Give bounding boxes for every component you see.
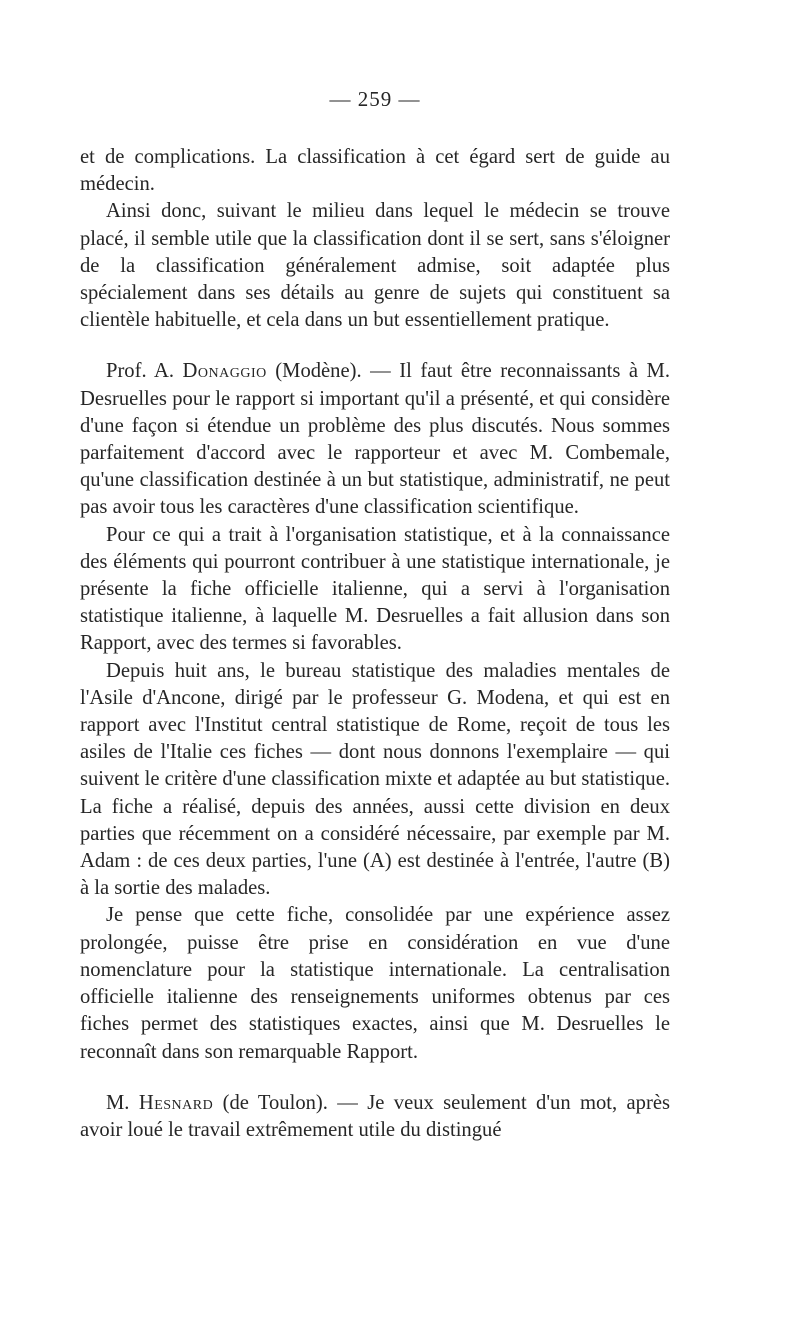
paragraph-fiche: Je pense que cette fiche, consolidée par une expérience assez prolongée, puisse être prise en considération en vue d'une nomenclature pour la statistique internationale. La centralisation officielle italienne des renseignements uniformes obtenus par ces fiches permet des statistiques exactes, ainsi que M. Desruelles le reconnaît dans son remarquable Rapport.: [80, 904, 670, 1063]
document-page: [80, 86, 670, 1316]
speaker-name: Donaggio: [182, 360, 267, 383]
speaker-remarks: (de Toulon). — Je veux seulement d'un mot, après avoir loué le travail extrêmement utile du distingué: [80, 1091, 670, 1141]
page-number: — 259 —: [329, 87, 421, 111]
speaker-remarks: (Modène). — Il faut être reconnaissants à M. Desruelles pour le rapport si important qu'il a présenté, et qui considère d'une façon si étendue un problème des plus discutés. Nous sommes parfaitement d'accord avec le rapporteur et avec M. Combemale, qu'une classification destinée à un but statistique, administratif, ne peut pas avoir tous les caractères d'une classification scientifique.: [80, 360, 671, 519]
paragraph-continuation: et de complications. La classification à cet égard sert de guide au médecin.: [80, 146, 670, 196]
paragraph-donaggio: [80, 358, 670, 521]
speaker-title: M.: [106, 1091, 139, 1114]
paragraph-hesnard: [80, 1090, 670, 1144]
paragraph-statistique: Pour ce qui a trait à l'organisation statistique, et à la connaissance des éléments qui pourront contribuer à une statistique internationale, je présente la fiche officielle italienne, qui a servi à l'organisation statistique italienne, à laquelle M. Desruelles a fait allusion dans son Rapport, avec des termes si favorables.: [80, 523, 670, 655]
speaker-name: Hesnard: [138, 1091, 214, 1114]
speaker-title: Prof. A.: [106, 360, 183, 383]
paragraph-classification: Ainsi donc, suivant le milieu dans lequel le médecin se trouve placé, il semble utile que la classification dont il se sert, sans s'éloigner de la classification généralement admise, soit adaptée plus spécialement dans ses détails au genre de sujets qui constituent sa clientèle habituelle, et cela dans un but essentiellement pratique.: [80, 200, 670, 332]
paragraph-bureau: Depuis huit ans, le bureau statistique des maladies mentales de l'Asile d'Ancone, dirigé par le professeur G. Modena, et qui est en rapport avec l'Institut central statistique de Rome, reçoit de tous les asiles de l'Italie ces fiches — dont nous donnons l'exemplaire — qui suivent le critère d'une classification mixte et adaptée au but statistique. La fiche a réalisé, depuis des années, aussi cette division en deux parties que récemment on a considéré nécessaire, par exemple par M. Adam : de ces deux parties, l'une (A) est destinée à l'entrée, l'autre (B) à la sortie des malades.: [80, 659, 670, 900]
